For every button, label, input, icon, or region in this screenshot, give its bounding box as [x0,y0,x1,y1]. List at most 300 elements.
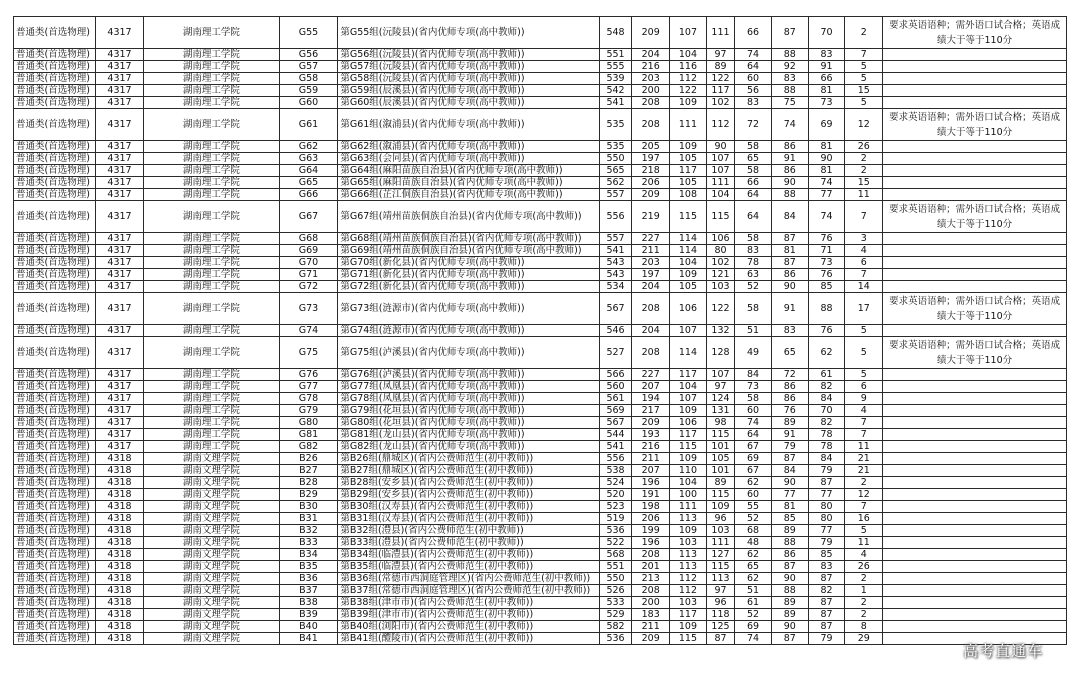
cell-category: 普通类(首选物理) [14,465,96,477]
cell-group-code: B34 [279,549,338,561]
cell-chinese-math: 213 [632,573,670,585]
cell-note [883,597,1067,609]
table-row [14,269,1067,281]
cell-col-10: 73 [735,381,772,393]
cell-col-10: 78 [735,257,772,269]
cell-total-score: 557 [599,233,632,245]
cell-group-name: 第G57组(沅陵县)(省内优师专项(高中教师)) [338,61,599,73]
cell-col-11: 86 [771,381,808,393]
cell-chinese: 114 [670,337,707,369]
table-row [14,245,1067,257]
cell-count: 7 [845,501,883,513]
cell-group-name: 第B29组(安乡县)(省内公费师范生(初中教师)) [338,489,599,501]
cell-col-12: 70 [808,405,845,417]
cell-group-code: G65 [279,177,338,189]
cell-col-11: 86 [771,269,808,281]
cell-col-12: 71 [808,245,845,257]
cell-code: 4318 [95,597,143,609]
cell-total-score: 538 [599,465,632,477]
cell-note [883,417,1067,429]
cell-note [883,489,1067,501]
cell-col-12: 79 [808,633,845,645]
cell-note [883,477,1067,489]
cell-col-10: 65 [735,561,772,573]
cell-col-11: 87 [771,257,808,269]
cell-col-10: 51 [735,325,772,337]
cell-col-10: 62 [735,477,772,489]
cell-chinese: 115 [670,201,707,233]
cell-total-score: 519 [599,513,632,525]
table-row [14,61,1067,73]
cell-total-score: 520 [599,489,632,501]
cell-chinese: 116 [670,61,707,73]
cell-group-code: G81 [279,429,338,441]
cell-code: 4317 [95,85,143,97]
cell-count: 14 [845,281,883,293]
cell-chinese: 105 [670,153,707,165]
cell-chinese-math: 227 [632,369,670,381]
table-body [14,17,1067,645]
cell-note [883,325,1067,337]
cell-col-10: 52 [735,281,772,293]
cell-col-11: 88 [771,537,808,549]
cell-group-name: 第B33组(澧县)(省内公费师范生(初中教师)) [338,537,599,549]
cell-school: 湖南理工学院 [144,177,279,189]
cell-col-11: 81 [771,501,808,513]
cell-school: 湖南理工学院 [144,17,279,49]
cell-chinese-math: 197 [632,269,670,281]
table-row [14,621,1067,633]
cell-total-score: 535 [599,141,632,153]
cell-col-12: 82 [808,585,845,597]
cell-school: 湖南理工学院 [144,369,279,381]
cell-chinese: 104 [670,49,707,61]
table-row [14,141,1067,153]
cell-col-11: 88 [771,85,808,97]
cell-col-12: 76 [808,325,845,337]
cell-col-12: 87 [808,477,845,489]
cell-col-12: 87 [808,573,845,585]
cell-col-11: 65 [771,337,808,369]
cell-group-name: 第B32组(澧县)(省内公费师范生(初中教师)) [338,525,599,537]
cell-col-10: 74 [735,49,772,61]
cell-chinese: 104 [670,477,707,489]
cell-school: 湖南理工学院 [144,73,279,85]
cell-count: 7 [845,201,883,233]
cell-math: 112 [706,109,734,141]
cell-count: 16 [845,513,883,525]
cell-col-10: 60 [735,489,772,501]
cell-total-score: 551 [599,561,632,573]
cell-col-10: 62 [735,549,772,561]
cell-group-name: 第B31组(汉寿县)(省内公费师范生(初中教师)) [338,513,599,525]
cell-col-11: 81 [771,245,808,257]
cell-col-10: 69 [735,621,772,633]
cell-chinese-math: 204 [632,325,670,337]
cell-category: 普通类(首选物理) [14,337,96,369]
cell-group-name: 第B40组(浏阳市)(省内公费师范生(初中教师)) [338,621,599,633]
cell-math: 111 [706,177,734,189]
cell-group-code: B29 [279,489,338,501]
cell-col-11: 84 [771,465,808,477]
cell-school: 湖南理工学院 [144,85,279,97]
cell-note [883,189,1067,201]
table-row [14,73,1067,85]
cell-chinese: 109 [670,269,707,281]
cell-group-code: G75 [279,337,338,369]
cell-school: 湖南理工学院 [144,417,279,429]
cell-group-code: B33 [279,537,338,549]
cell-chinese-math: 208 [632,109,670,141]
cell-group-code: G80 [279,417,338,429]
cell-count: 6 [845,257,883,269]
cell-count: 4 [845,245,883,257]
cell-group-code: B30 [279,501,338,513]
cell-col-12: 79 [808,537,845,549]
cell-math: 128 [706,337,734,369]
cell-note [883,369,1067,381]
cell-code: 4317 [95,245,143,257]
cell-col-12: 79 [808,465,845,477]
cell-col-10: 58 [735,293,772,325]
cell-col-12: 88 [808,293,845,325]
cell-group-name: 第G72组(新化县)(省内优师专项(高中教师)) [338,281,599,293]
cell-group-name: 第G63组(会同县)(省内优师专项(高中教师)) [338,153,599,165]
cell-count: 5 [845,73,883,85]
cell-col-12: 74 [808,177,845,189]
cell-col-12: 91 [808,61,845,73]
cell-count: 7 [845,429,883,441]
cell-group-code: G74 [279,325,338,337]
cell-col-10: 58 [735,141,772,153]
cell-total-score: 548 [599,17,632,49]
cell-note [883,573,1067,585]
cell-group-name: 第B26组(鼎城区)(省内公费师范生(初中教师)) [338,453,599,465]
cell-count: 26 [845,141,883,153]
cell-col-12: 77 [808,189,845,201]
cell-school: 湖南理工学院 [144,441,279,453]
cell-chinese-math: 196 [632,477,670,489]
cell-chinese: 114 [670,245,707,257]
cell-math: 115 [706,429,734,441]
cell-school: 湖南理工学院 [144,293,279,325]
cell-school: 湖南理工学院 [144,49,279,61]
cell-col-12: 69 [808,109,845,141]
cell-code: 4318 [95,465,143,477]
cell-col-12: 87 [808,609,845,621]
cell-chinese-math: 206 [632,513,670,525]
cell-col-11: 90 [771,281,808,293]
cell-chinese: 114 [670,233,707,245]
cell-group-code: G82 [279,441,338,453]
cell-col-10: 58 [735,393,772,405]
cell-note [883,269,1067,281]
cell-col-10: 62 [735,573,772,585]
cell-col-10: 52 [735,609,772,621]
cell-math: 87 [706,633,734,645]
cell-col-11: 89 [771,417,808,429]
cell-code: 4318 [95,513,143,525]
cell-group-code: B37 [279,585,338,597]
table-row [14,337,1067,369]
cell-col-11: 88 [771,49,808,61]
cell-col-12: 78 [808,441,845,453]
cell-chinese: 103 [670,597,707,609]
cell-school: 湖南文理学院 [144,489,279,501]
cell-chinese: 107 [670,325,707,337]
cell-code: 4317 [95,381,143,393]
cell-total-score: 560 [599,381,632,393]
cell-col-10: 60 [735,405,772,417]
cell-count: 5 [845,369,883,381]
cell-chinese: 117 [670,609,707,621]
cell-chinese: 117 [670,369,707,381]
cell-school: 湖南理工学院 [144,325,279,337]
cell-col-10: 64 [735,201,772,233]
cell-code: 4317 [95,233,143,245]
cell-total-score: 556 [599,201,632,233]
cell-col-12: 76 [808,233,845,245]
cell-chinese: 106 [670,417,707,429]
cell-math: 121 [706,269,734,281]
cell-category: 普通类(首选物理) [14,201,96,233]
cell-total-score: 533 [599,597,632,609]
cell-col-12: 73 [808,257,845,269]
cell-math: 97 [706,381,734,393]
cell-total-score: 567 [599,293,632,325]
table-row [14,489,1067,501]
cell-col-10: 74 [735,417,772,429]
cell-group-code: G60 [279,97,338,109]
cell-code: 4317 [95,97,143,109]
cell-code: 4317 [95,109,143,141]
cell-col-10: 67 [735,441,772,453]
cell-school: 湖南理工学院 [144,165,279,177]
table-row [14,97,1067,109]
cell-note [883,49,1067,61]
cell-col-11: 89 [771,525,808,537]
cell-math: 131 [706,405,734,417]
cell-math: 122 [706,73,734,85]
cell-chinese: 109 [670,525,707,537]
cell-math: 96 [706,597,734,609]
cell-group-code: G68 [279,233,338,245]
cell-category: 普通类(首选物理) [14,165,96,177]
cell-count: 5 [845,97,883,109]
table-row [14,281,1067,293]
cell-col-12: 84 [808,393,845,405]
cell-category: 普通类(首选物理) [14,489,96,501]
cell-col-10: 58 [735,165,772,177]
cell-note [883,281,1067,293]
cell-school: 湖南文理学院 [144,477,279,489]
cell-school: 湖南理工学院 [144,245,279,257]
cell-chinese-math: 207 [632,381,670,393]
cell-note: 要求英语语种；需外语口试合格；英语成绩大于等于110分 [883,201,1067,233]
cell-category: 普通类(首选物理) [14,61,96,73]
cell-col-10: 60 [735,73,772,85]
cell-note: 要求英语语种；需外语口试合格；英语成绩大于等于110分 [883,109,1067,141]
cell-col-11: 83 [771,73,808,85]
cell-chinese: 108 [670,189,707,201]
cell-chinese-math: 207 [632,465,670,477]
cell-chinese-math: 208 [632,549,670,561]
cell-chinese-math: 199 [632,525,670,537]
cell-group-name: 第G64组(麻阳苗族自治县)(省内优师专项(高中教师)) [338,165,599,177]
cell-note [883,429,1067,441]
cell-group-code: B40 [279,621,338,633]
cell-group-name: 第G67组(靖州苗族侗族自治县)(省内优师专项(高中教师)) [338,201,599,233]
cell-math: 111 [706,537,734,549]
cell-count: 11 [845,189,883,201]
table-row [14,257,1067,269]
cell-chinese: 112 [670,585,707,597]
cell-math: 101 [706,441,734,453]
cell-category: 普通类(首选物理) [14,453,96,465]
cell-school: 湖南文理学院 [144,537,279,549]
cell-school: 湖南理工学院 [144,97,279,109]
cell-chinese-math: 211 [632,621,670,633]
cell-chinese-math: 200 [632,85,670,97]
cell-note [883,525,1067,537]
cell-col-12: 77 [808,489,845,501]
cell-count: 5 [845,337,883,369]
cell-count: 7 [845,49,883,61]
cell-total-score: 543 [599,269,632,281]
cell-col-12: 85 [808,281,845,293]
cell-math: 107 [706,153,734,165]
cell-col-10: 51 [735,585,772,597]
cell-col-12: 74 [808,201,845,233]
cell-chinese: 109 [670,97,707,109]
cell-count: 12 [845,489,883,501]
cell-chinese-math: 211 [632,245,670,257]
cell-group-code: G58 [279,73,338,85]
table-row [14,177,1067,189]
cell-chinese: 107 [670,17,707,49]
cell-school: 湖南文理学院 [144,513,279,525]
cell-code: 4317 [95,61,143,73]
cell-category: 普通类(首选物理) [14,609,96,621]
cell-math: 111 [706,17,734,49]
cell-chinese-math: 208 [632,293,670,325]
cell-school: 湖南文理学院 [144,525,279,537]
cell-group-code: B32 [279,525,338,537]
cell-total-score: 541 [599,441,632,453]
cell-math: 98 [706,417,734,429]
cell-chinese: 112 [670,573,707,585]
table-row [14,537,1067,549]
cell-math: 124 [706,393,734,405]
cell-group-code: G57 [279,61,338,73]
cell-count: 11 [845,537,883,549]
cell-col-12: 87 [808,597,845,609]
cell-school: 湖南理工学院 [144,61,279,73]
cell-group-name: 第B34组(临澧县)(省内公费师范生(初中教师)) [338,549,599,561]
cell-chinese: 111 [670,501,707,513]
cell-code: 4317 [95,17,143,49]
cell-count: 2 [845,609,883,621]
cell-group-name: 第B38组(津市市)(省内公费师范生(初中教师)) [338,597,599,609]
cell-count: 4 [845,405,883,417]
cell-chinese: 115 [670,441,707,453]
cell-note [883,585,1067,597]
cell-group-name: 第G68组(靖州苗族侗族自治县)(省内优师专项(高中教师)) [338,233,599,245]
cell-code: 4317 [95,189,143,201]
cell-col-11: 86 [771,165,808,177]
cell-chinese-math: 203 [632,257,670,269]
cell-col-10: 74 [735,633,772,645]
cell-col-11: 87 [771,17,808,49]
table-row [14,109,1067,141]
cell-group-code: B41 [279,633,338,645]
cell-group-code: G64 [279,165,338,177]
cell-count: 2 [845,477,883,489]
cell-math: 109 [706,501,734,513]
cell-note [883,561,1067,573]
cell-col-11: 86 [771,141,808,153]
cell-chinese: 109 [670,621,707,633]
cell-code: 4318 [95,537,143,549]
cell-math: 107 [706,369,734,381]
cell-col-11: 85 [771,513,808,525]
table-row [14,417,1067,429]
cell-total-score: 557 [599,189,632,201]
cell-group-code: B31 [279,513,338,525]
cell-col-11: 86 [771,549,808,561]
cell-group-code: B28 [279,477,338,489]
cell-group-name: 第G65组(麻阳苗族自治县)(省内优师专项(高中教师)) [338,177,599,189]
cell-code: 4317 [95,281,143,293]
cell-math: 102 [706,97,734,109]
cell-total-score: 567 [599,417,632,429]
cell-group-name: 第B36组(常德市西洞庭管理区)(省内公费师范生(初中教师)) [338,573,599,585]
cell-group-code: G71 [279,269,338,281]
cell-col-11: 86 [771,393,808,405]
cell-group-name: 第G60组(辰溪县)(省内优师专项(高中教师)) [338,97,599,109]
cell-col-11: 92 [771,61,808,73]
cell-group-code: B38 [279,597,338,609]
cell-col-11: 76 [771,405,808,417]
cell-school: 湖南文理学院 [144,573,279,585]
cell-group-name: 第B30组(汉寿县)(省内公费师范生(初中教师)) [338,501,599,513]
cell-note [883,73,1067,85]
cell-col-10: 58 [735,233,772,245]
cell-category: 普通类(首选物理) [14,73,96,85]
cell-col-12: 76 [808,269,845,281]
cell-note [883,609,1067,621]
cell-total-score: 568 [599,549,632,561]
cell-total-score: 556 [599,453,632,465]
cell-code: 4317 [95,153,143,165]
cell-total-score: 550 [599,153,632,165]
cell-count: 5 [845,61,883,73]
cell-total-score: 526 [599,585,632,597]
cell-note [883,405,1067,417]
cell-note [883,537,1067,549]
cell-chinese-math: 204 [632,281,670,293]
cell-category: 普通类(首选物理) [14,325,96,337]
cell-group-code: B36 [279,573,338,585]
cell-note: 要求英语语种；需外语口试合格；英语成绩大于等于110分 [883,293,1067,325]
cell-col-10: 84 [735,369,772,381]
cell-category: 普通类(首选物理) [14,17,96,49]
cell-total-score: 582 [599,621,632,633]
cell-col-12: 90 [808,153,845,165]
cell-col-12: 81 [808,85,845,97]
cell-group-code: B26 [279,453,338,465]
cell-col-11: 90 [771,477,808,489]
